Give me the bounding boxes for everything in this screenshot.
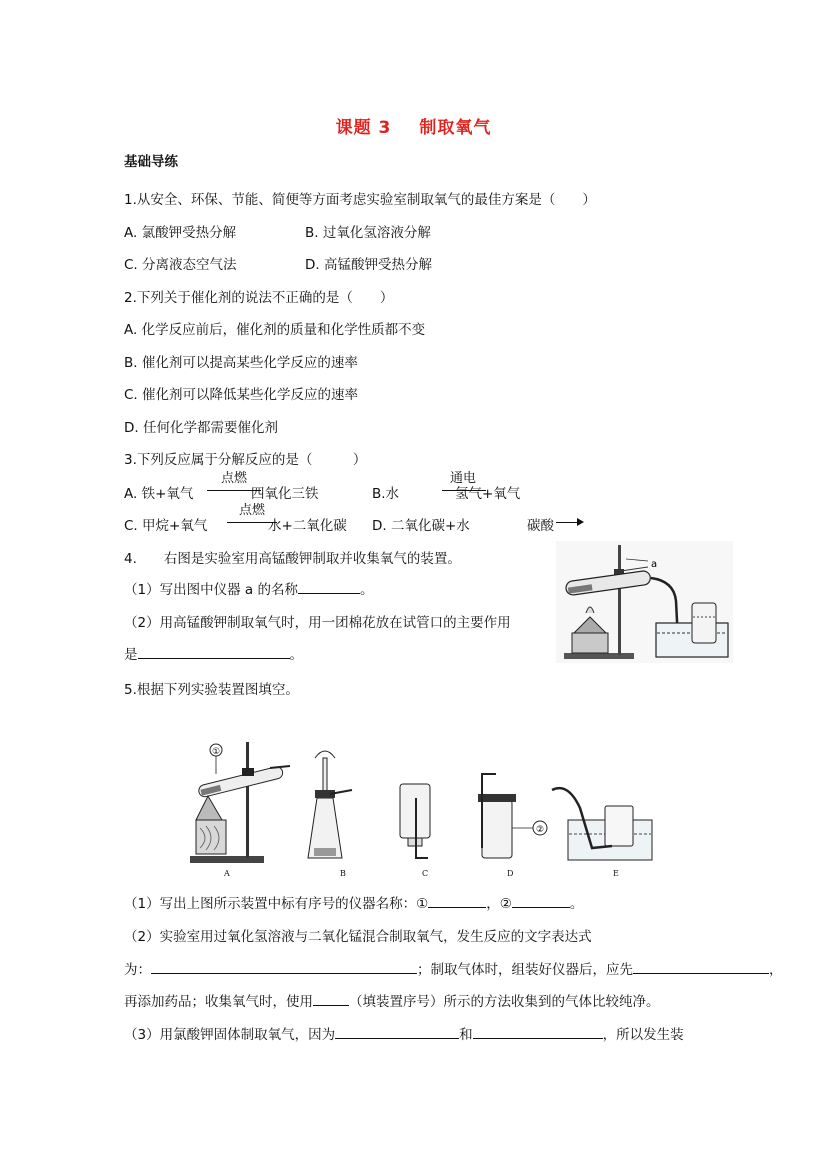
q1-option-b: B. 过氧化氢溶液分解: [305, 225, 431, 241]
answer-blank[interactable]: [473, 1026, 603, 1039]
q4-part1: [124, 578, 373, 598]
q4-stem: 4. 右图是实验室用高锰酸钾制取并收集氧气的装置。: [124, 551, 461, 567]
q3-c-reactants: C. 甲烷+氧气: [124, 518, 208, 534]
q5-part1: [124, 892, 583, 912]
figure-caption-d: D: [507, 869, 514, 878]
q1-stem: 1.从安全、环保、节能、简便等方面考虑实验室制取氧气的最佳方案是（ ）: [124, 192, 596, 208]
q5-part2c-end: （填装置序号）所示的方法收集到的气体比较纯净。: [349, 994, 660, 1010]
q2-stem: 2.下列关于催化剂的说法不正确的是（ ）: [124, 290, 394, 306]
q4-apparatus-figure: [556, 541, 733, 663]
q5-part2c: [124, 990, 660, 1010]
q4-part2: （2）用高锰酸钾制取氧气时，用一团棉花放在试管口的主要作用: [124, 615, 511, 631]
q5-part1-text: （1）写出上图所示装置中标有序号的仪器名称：①: [124, 896, 429, 912]
figure-label-a: a: [651, 559, 658, 570]
title-part1: 课题 3: [335, 118, 392, 138]
q3-a-reactants: A. 铁+氧气: [124, 486, 194, 502]
q5-part2: （2）实验室用过氧化氢溶液与二氧化锰混合制取氧气，发生反应的文字表达式: [124, 929, 592, 945]
q5-part2c-text: 再添加药品；收集氧气时，使用: [124, 994, 313, 1010]
q1-option-d: D. 高锰酸钾受热分解: [305, 257, 432, 273]
q2-option-b: B. 催化剂可以提高某些化学反应的速率: [124, 355, 358, 371]
answer-blank[interactable]: [138, 646, 290, 659]
q5-part2b: [124, 958, 783, 978]
q5-part3: [124, 1023, 684, 1043]
q3-b-condition: 通电: [450, 471, 477, 486]
q5-part3-text: （3）用氯酸钾固体制取氧气，因为: [124, 1027, 336, 1043]
answer-blank[interactable]: [428, 895, 486, 908]
reaction-arrowhead: [577, 518, 584, 526]
q4-part2b-end: 。: [289, 647, 303, 663]
q3-b-reactants: B.水: [372, 486, 400, 502]
q4-part2b-text: 是: [124, 647, 138, 663]
q2-option-a: A. 化学反应前后，催化剂的质量和化学性质都不变: [124, 322, 426, 338]
marker-1: ①: [212, 747, 221, 757]
q5-part2b-text: 为：: [124, 962, 151, 978]
q5-part2b-end: ，: [769, 962, 783, 978]
answer-blank[interactable]: [633, 961, 769, 974]
q4-part1-text: （1）写出图中仪器 a 的名称: [124, 582, 298, 598]
q4-part2b: [124, 643, 303, 663]
q5-apparatus-figures: [180, 738, 660, 883]
figure-caption-e: E: [613, 869, 619, 878]
figure-caption-a: A: [224, 869, 230, 878]
q2-option-c: C. 催化剂可以降低某些化学反应的速率: [124, 387, 359, 403]
answer-blank[interactable]: [313, 993, 349, 1006]
answer-blank[interactable]: [512, 895, 570, 908]
q3-d-reactants: D. 二氧化碳+水: [372, 518, 470, 534]
marker-2: ②: [536, 825, 545, 835]
title-part2: 制取氧气: [419, 118, 492, 138]
page-title: [0, 113, 827, 138]
q3-c-products: 水+二氧化碳: [268, 518, 347, 534]
q1-option-c: C. 分离液态空气法: [124, 257, 237, 273]
q3-a-products: 四氧化三铁: [251, 486, 319, 502]
q5-stem: 5.根据下列实验装置图填空。: [124, 682, 299, 698]
reaction-arrow-line: [556, 522, 578, 523]
q5-part3-mid: 和: [459, 1027, 473, 1043]
answer-blank[interactable]: [298, 581, 360, 594]
q2-option-d: D. 任何化学都需要催化剂: [124, 420, 278, 436]
q3-a-condition: 点燃: [221, 471, 248, 486]
q5-part3-end: ，所以发生装: [602, 1027, 684, 1043]
q3-c-condition: 点燃: [239, 503, 266, 518]
section-heading: 基础导练: [124, 154, 178, 170]
q5-part1-end: 。: [569, 896, 584, 912]
q3-stem: 3.下列反应属于分解反应的是（ ）: [124, 452, 367, 468]
q1-option-a: A. 氯酸钾受热分解: [124, 225, 237, 241]
q3-d-products: 碳酸: [527, 518, 554, 534]
figure-caption-c: C: [422, 869, 429, 878]
answer-blank[interactable]: [335, 1026, 459, 1039]
q5-part2b-mid: ；制取气体时，组装好仪器后，应先: [417, 962, 633, 978]
figure-caption-b: B: [340, 869, 346, 878]
q3-b-products: 氢气+氧气: [455, 486, 521, 502]
q4-part1-end: 。: [359, 582, 374, 598]
q5-part1-mid: ，②: [486, 896, 512, 912]
answer-blank[interactable]: [151, 961, 417, 974]
